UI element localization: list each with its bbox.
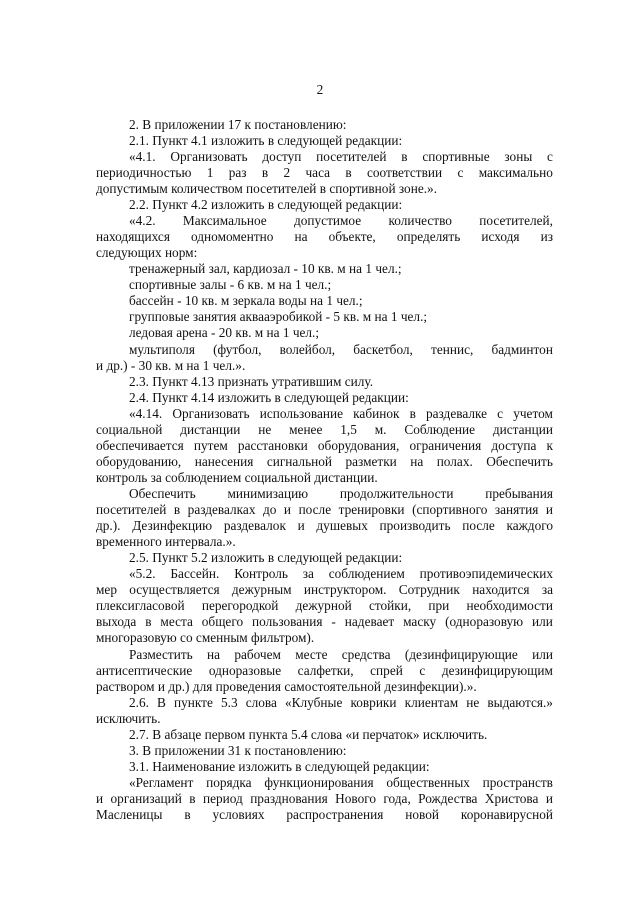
text-line: 2.4. Пункт 4.14 изложить в следующей редакции: <box>129 390 409 405</box>
text-line: многоразовую со сменным фильтром). <box>96 630 315 645</box>
text-line: периодичностью 1 раз в 2 часа в соответствии с максимально <box>96 165 553 180</box>
text-line: социальной дистанции не менее 1,5 м. Соблюдение дистанции <box>96 422 553 437</box>
text-line: посетителей в раздевалках до и после тренировки (спортивного занятия и <box>96 502 553 517</box>
text-line: 3.1. Наименование изложить в следующей редакции: <box>129 759 430 774</box>
text-line: временного интервала.». <box>96 534 236 549</box>
text-line: «4.2. Максимальное допустимое количество посетителей, <box>129 213 553 228</box>
text-line: следующих норм: <box>96 245 198 260</box>
text-line: Обеспечить минимизацию продолжительности пребывания <box>129 486 553 501</box>
text-line: тренажерный зал, кардиозал - 10 кв. м на 1 чел.; <box>129 261 402 276</box>
text-line: «4.14. Организовать использование кабинок в раздевалке с учетом <box>129 406 553 421</box>
text-line: 2.3. Пункт 4.13 признать утратившим силу. <box>129 374 374 389</box>
text-line: исключить. <box>96 711 161 726</box>
text-line: раствором и др.) для проведения самостоятельной дезинфекции).». <box>96 679 477 694</box>
text-line: оборудованию, нанесения сигнальной разметки на полах. Обеспечить <box>96 454 553 469</box>
text-line: допустимым количеством посетителей в спортивной зоне.». <box>96 181 438 196</box>
text-line: антисептические одноразовые салфетки, спрей с дезинфицирующим <box>96 663 553 678</box>
text-line: «5.2. Бассейн. Контроль за соблюдением противоэпидемических <box>129 566 553 581</box>
text-line: 2. В приложении 17 к постановлению: <box>129 117 347 132</box>
text-line: 2.6. В пункте 5.3 слова «Клубные коврики клиентам не выдаются.» <box>129 695 553 710</box>
text-line: плексигласовой перегородкой дежурной стойки, при необходимости <box>96 598 553 613</box>
text-line: Масленицы в условиях распространения новой коронавирусной <box>96 807 553 822</box>
text-line: бассейн - 10 кв. м зеркала воды на 1 чел.; <box>129 293 363 308</box>
text-line: мультиполя (футбол, волейбол, баскетбол, теннис, бадминтон <box>129 342 553 357</box>
text-line: др.). Дезинфекцию раздевалок и душевых производить после каждого <box>96 518 553 533</box>
text-line: 3. В приложении 31 к постановлению: <box>129 743 347 758</box>
text-line: и др.) - 30 кв. м на 1 чел.». <box>96 358 246 373</box>
text-line: «Регламент порядка функционирования общественных пространств <box>129 775 553 790</box>
text-line: групповые занятия аквааэробикой - 5 кв. м на 1 чел.; <box>129 309 428 324</box>
page-number: 2 <box>316 82 324 97</box>
text-line: мер осуществляется дежурным инструктором. Сотрудник находится за <box>96 582 553 597</box>
text-line: обеспечивается путем расстановки оборудования, ограничения доступа к <box>96 438 553 453</box>
text-line: находящихся одномоментно на объекте, определять исходя из <box>96 229 553 244</box>
text-line: 2.1. Пункт 4.1 изложить в следующей редакции: <box>129 133 403 148</box>
text-line: «4.1. Организовать доступ посетителей в спортивные зоны с <box>129 149 553 164</box>
text-line: выхода в места общего пользования - надевает маску (одноразовую или <box>96 614 553 629</box>
text-line: спортивные залы - 6 кв. м на 1 чел.; <box>129 277 332 292</box>
text-line: Разместить на рабочем месте средства (дезинфицирующие или <box>129 647 553 662</box>
text-line: 2.7. В абзаце первом пункта 5.4 слова «и перчаток» исключить. <box>129 727 488 742</box>
text-line: 2.2. Пункт 4.2 изложить в следующей редакции: <box>129 197 403 212</box>
text-line: 2.5. Пункт 5.2 изложить в следующей редакции: <box>129 550 403 565</box>
text-line: ледовая арена - 20 кв. м на 1 чел.; <box>129 325 320 340</box>
text-line: и организаций в период празднования Нового года, Рождества Христова и <box>96 791 553 806</box>
text-line: контроль за соблюдением социальной дистанции. <box>96 470 378 485</box>
